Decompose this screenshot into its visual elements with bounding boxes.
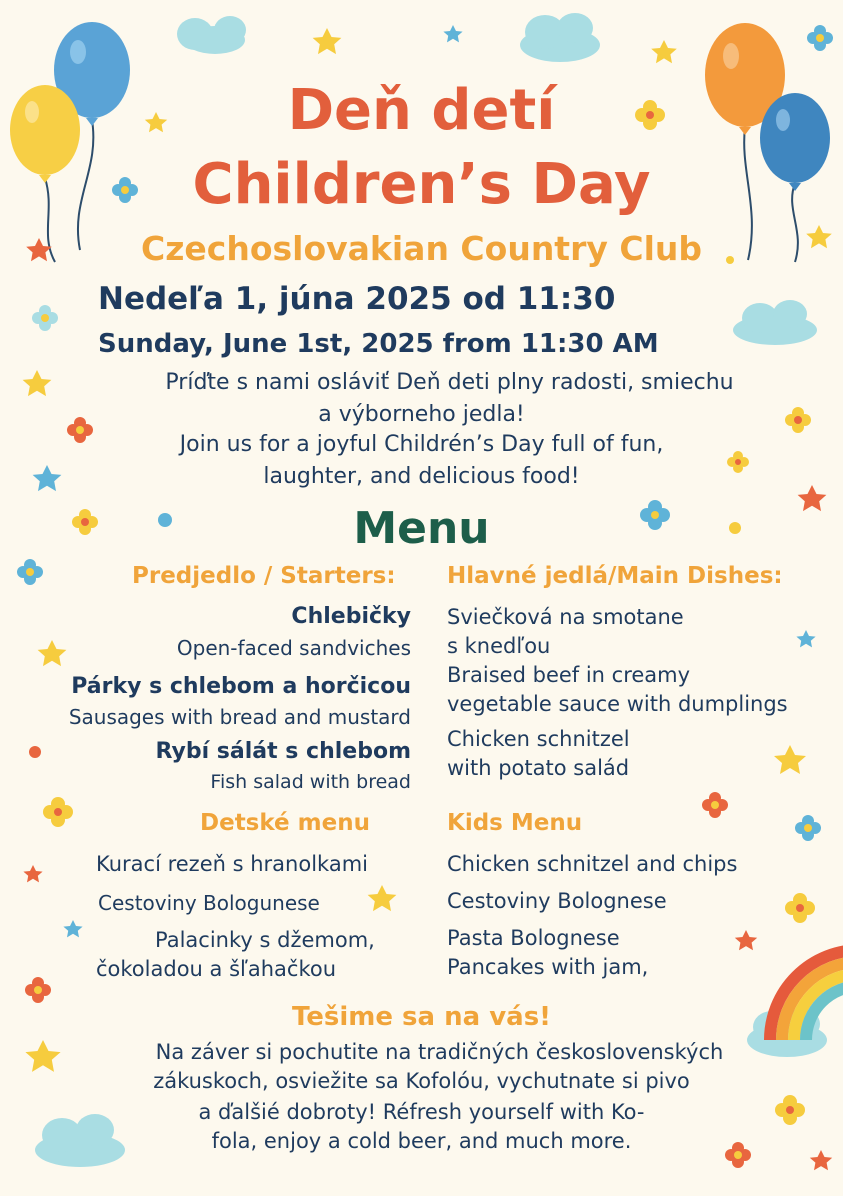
closing-heading: Tešime sa na vás! (291, 1002, 552, 1032)
main-dish-line: vegetable sauce with dumplings (447, 692, 788, 716)
star-icon (774, 745, 806, 774)
flower-icon (17, 559, 43, 585)
flower-icon (807, 25, 833, 51)
star-icon (443, 25, 462, 42)
intro-line: Join us for a joyful Childrén’s Day full of fun, (179, 432, 664, 457)
starter-desc: Sausages with bread and mustard (68, 705, 411, 729)
event-date-en: Sunday, June 1st, 2025 from 11:30 AM (98, 329, 659, 359)
star-icon (63, 920, 82, 937)
organizer-name: Czechoslovakian Country Club (140, 229, 703, 268)
intro-line: laughter, and delicious food! (263, 464, 580, 489)
main-dish-line: Sviečková na smotane (447, 605, 684, 629)
flower-icon (32, 305, 58, 331)
kids-dish-en: Pasta Bolognese (447, 926, 620, 950)
cloud-icon (520, 13, 600, 62)
star-icon (796, 630, 815, 647)
flower-icon (795, 815, 821, 841)
menu-heading: Menu (353, 503, 490, 554)
star-icon (810, 1150, 832, 1170)
closing-line: zákuskoch, osviežite sa Kofolóu, vychutnate si pivo (153, 1069, 690, 1093)
star-icon (368, 885, 397, 911)
kids-menu-en-heading: Kids Menu (447, 810, 583, 836)
flower-icon (702, 792, 728, 818)
flower-icon (43, 797, 73, 827)
kids-dish-sk: Kurací rezeň s hranolkami (96, 852, 368, 876)
main-dish-line: Braised beef in creamy (447, 663, 691, 687)
star-icon (735, 930, 757, 950)
star-icon (651, 40, 677, 63)
kids-dish-sk: Cestoviny Bologunese (98, 891, 320, 915)
starter-desc: Fish salad with bread (210, 771, 411, 793)
starter-name: Chlebičky (291, 604, 411, 629)
intro-line: a výborneho jedla! (318, 402, 525, 427)
star-icon (23, 865, 42, 882)
kids-dish-sk: Palacinky s džemom, (155, 928, 375, 952)
cloud-icon (733, 300, 817, 345)
kids-dish-sk: čokoladou a šľahačkou (96, 957, 337, 981)
kids-dish-en: Chicken schnitzel and chips (447, 852, 738, 876)
starters-heading: Predjedlo / Starters: (132, 563, 396, 589)
closing-line: fola, enjoy a cold beer, and much more. (211, 1129, 632, 1153)
closing-line: a ďalšié dobroty! Réfresh yourself with Ko- (198, 1100, 645, 1124)
flower-icon (25, 977, 51, 1003)
closing-line: Na záver si pochutite na tradičných československých (155, 1040, 724, 1064)
main-dish-line: with potato salád (447, 756, 630, 780)
kids-dish-en: Pancakes with jam, (447, 955, 649, 979)
starter-name: Párky s chlebom a horčicou (71, 674, 411, 699)
starter-name: Rybí sálát s chlebom (155, 739, 411, 764)
dot-icon (29, 746, 41, 758)
starter-desc: Open-faced sandviches (176, 636, 411, 660)
flower-icon (785, 893, 815, 923)
star-icon (38, 640, 67, 666)
title-en: Children’s Day (192, 152, 651, 217)
star-icon (313, 28, 342, 54)
cloud-icon (177, 16, 246, 54)
main-dish-line: s knedľou (447, 634, 551, 658)
intro-line: Príďte s nami osláviť Deň deti plny radosti, smiechu (165, 370, 734, 395)
kids-menu-sk-heading: Detské menu (200, 810, 370, 836)
kids-dish-en: Cestoviny Bolognese (447, 889, 667, 913)
main-dish-line: Chicken schnitzel (447, 727, 630, 751)
mains-heading: Hlavné jedlá/Main Dishes: (447, 563, 783, 589)
event-date-sk: Nedeľa 1, júna 2025 od 11:30 (98, 281, 616, 317)
title-sk: Deň detí (287, 78, 556, 143)
